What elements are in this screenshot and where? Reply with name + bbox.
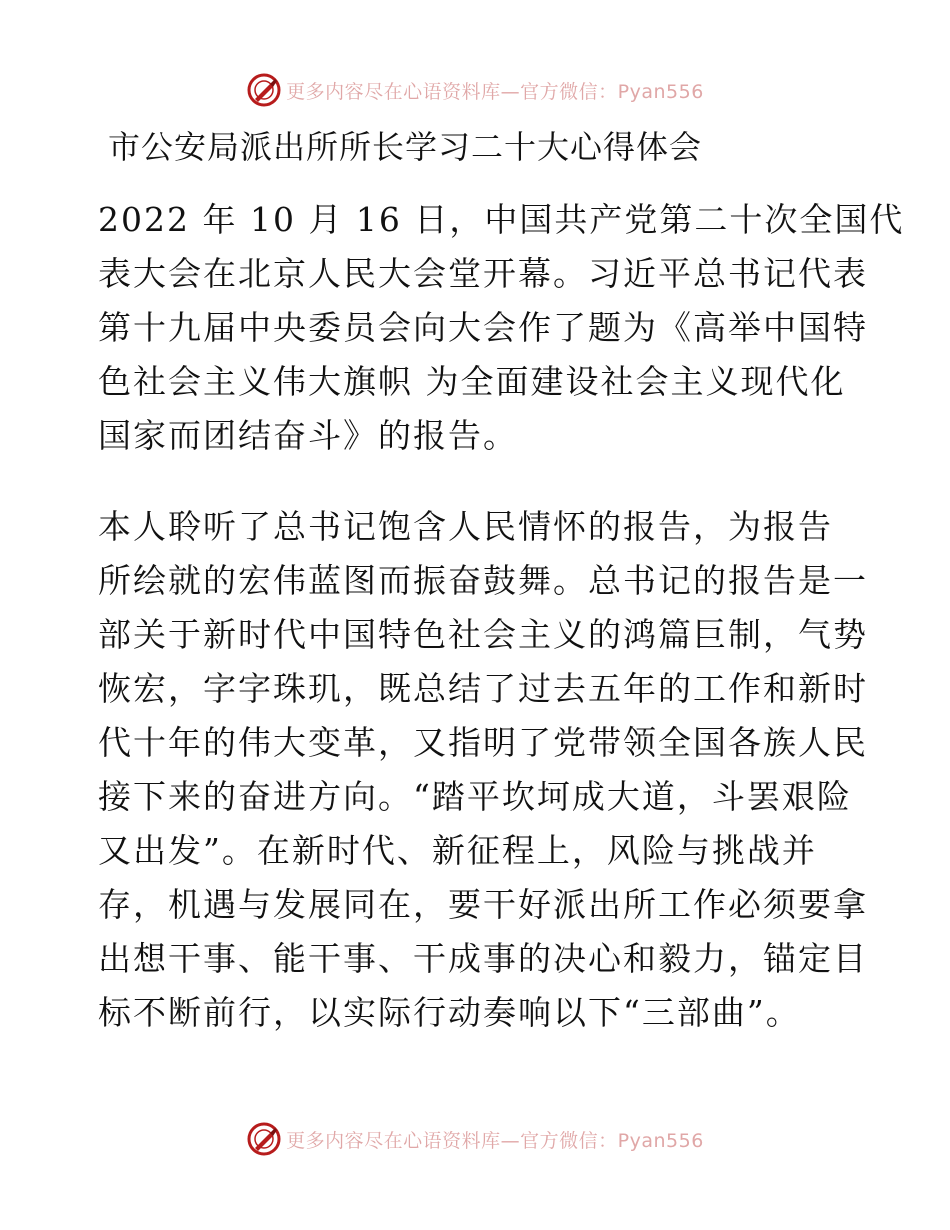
paragraph-line: 国家而团结奋斗》的报告。 [98,416,518,455]
document-title: 市公安局派出所所长学习二十大心得体会 [108,128,703,166]
paragraph-line: 恢宏，字字珠玑，既总结了过去五年的工作和新时 [98,669,868,708]
paragraph-line: 接下来的奋进方向。“踏平坎坷成大道，斗罢艰险 [98,777,852,816]
watermark-banner-top [0,68,950,112]
watermark-text: 更多内容尽在心语资料库—官方微信：Pyan556 [286,1129,704,1152]
paragraph-line: 存，机遇与发展同在，要干好派出所工作必须要拿 [98,885,868,924]
pen-circle-logo-icon [246,1121,282,1157]
paragraph-line: 代十年的伟大变革，又指明了党带领全国各族人民 [98,723,868,762]
paragraph-line: 部关于新时代中国特色社会主义的鸿篇巨制，气势 [98,615,868,654]
paragraph-line: 出想干事、能干事、干成事的决心和毅力，锚定目 [98,939,868,978]
paragraph-line: 标不断前行，以实际行动奏响以下“三部曲”。 [98,993,801,1032]
watermark-text: 更多内容尽在心语资料库—官方微信：Pyan556 [286,80,704,103]
watermark-banner-bottom [0,1117,950,1161]
paragraph-2 [98,500,868,1040]
paragraph-line: 所绘就的宏伟蓝图而振奋鼓舞。总书记的报告是一 [98,561,868,600]
paragraph-line: 表大会在北京人民大会堂开幕。习近平总书记代表 [98,254,868,293]
watermark-banner-content [246,1121,704,1157]
paragraph-1 [98,193,905,463]
paragraph-line: 2022 年 10 月 16 日，中国共产党第二十次全国代 [98,200,905,239]
paragraph-line: 色社会主义伟大旗帜 为全面建设社会主义现代化 [98,362,846,401]
paragraph-line: 又出发”。在新时代、新征程上，风险与挑战并 [98,831,817,870]
watermark-banner-content [246,72,704,108]
paragraph-line: 第十九届中央委员会向大会作了题为《高举中国特 [98,308,868,347]
pen-circle-logo-icon [246,72,282,108]
paragraph-line: 本人聆听了总书记饱含人民情怀的报告，为报告 [98,507,833,546]
